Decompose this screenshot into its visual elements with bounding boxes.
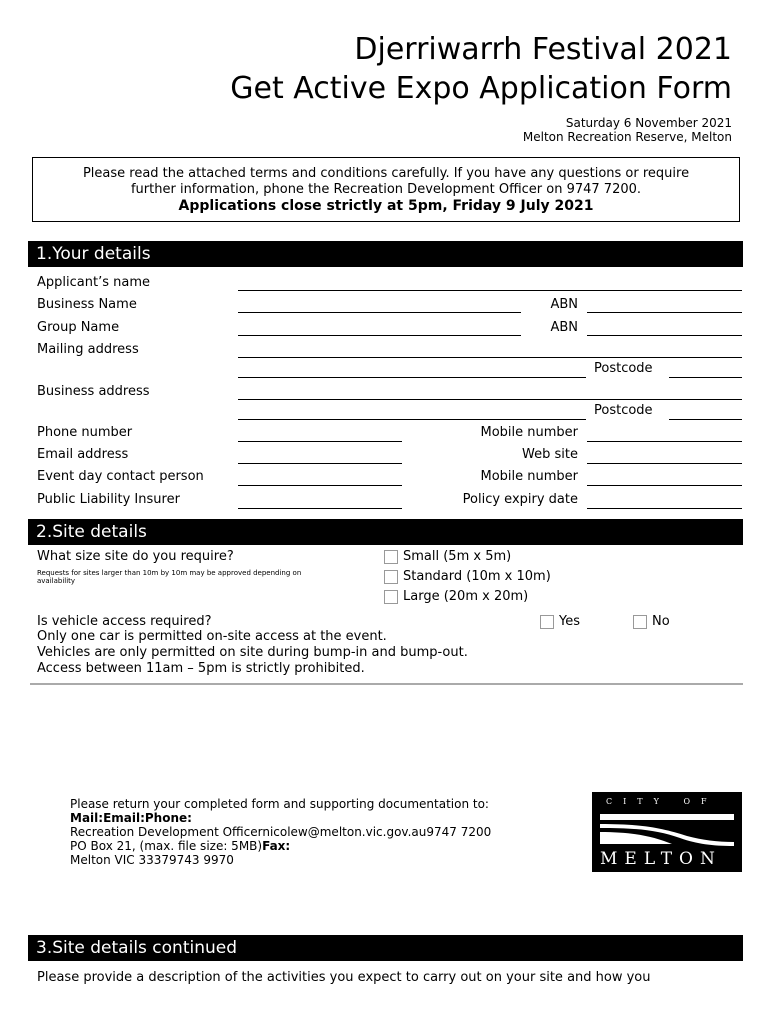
notice-deadline: Applications close strictly at 5pm, Friday 9 July 2021: [178, 198, 594, 214]
section2-header: 2.Site details: [28, 519, 743, 545]
notice-line1: Please read the attached terms and conditions carefully. If you have any questions or require: [82, 166, 690, 181]
business-abn-field[interactable]: [587, 312, 742, 313]
group-name-label: Group Name: [37, 320, 120, 335]
site-size-question: What size site do you require?: [37, 549, 234, 564]
mobile-number-field[interactable]: [587, 441, 742, 442]
pobox-text: PO Box 21, (max. file size: 5MB): [70, 839, 263, 853]
section1-header: 1.Your details: [28, 241, 743, 267]
event-mobile-field[interactable]: [587, 485, 742, 486]
vehicle-no-label: No: [652, 614, 670, 629]
logo-wave-graphic: [592, 808, 742, 848]
contact-methods-heading: Mail:Email:Phone:: [70, 811, 192, 825]
form-title-line1: Djerriwarrh Festival 2021: [354, 32, 732, 67]
phone-number-label: Phone number: [37, 425, 133, 440]
mobile-number-label-2: Mobile number: [480, 469, 578, 484]
fax-heading: Fax:: [262, 839, 291, 853]
vehicle-note-2: Vehicles are only permitted on site during bump-in and bump-out.: [37, 645, 468, 660]
event-contact-label: Event day contact person: [37, 469, 204, 484]
policy-expiry-label: Policy expiry date: [462, 492, 578, 507]
vehicle-yes-checkbox[interactable]: [540, 615, 554, 629]
business-address-label: Business address: [37, 384, 150, 399]
mobile-number-label: Mobile number: [480, 425, 578, 440]
insurer-field[interactable]: [238, 508, 402, 509]
section-divider: [30, 683, 743, 685]
large-site-checkbox[interactable]: [384, 590, 398, 604]
event-date: Saturday 6 November 2021: [565, 116, 732, 130]
business-address-field-2[interactable]: [238, 419, 586, 420]
logo-melton-text: MELTON: [600, 849, 722, 869]
business-postcode-field[interactable]: [669, 419, 742, 420]
event-contact-field[interactable]: [238, 485, 402, 486]
standard-site-label: Standard (10m x 10m): [403, 569, 551, 584]
postcode-label: Postcode: [594, 361, 653, 376]
notice-box: [32, 157, 740, 222]
vehicle-note-3: Access between 11am – 5pm is strictly prohibited.: [37, 661, 365, 676]
contact-line-suburb: Melton VIC 33379743 9970: [70, 853, 234, 867]
small-site-label: Small (5m x 5m): [403, 549, 512, 564]
web-site-field[interactable]: [587, 463, 742, 464]
section3-intro: Please provide a description of the activities you expect to carry out on your site and how you: [37, 970, 651, 985]
contact-line-pobox: [70, 839, 290, 853]
return-instructions: Please return your completed form and supporting documentation to:: [70, 797, 489, 811]
contact-line-officer: Recreation Development Officernicolew@melton.vic.gov.au9747 7200: [70, 825, 492, 839]
small-site-checkbox[interactable]: [384, 550, 398, 564]
city-of-melton-logo: [592, 792, 742, 872]
applicant-name-field[interactable]: [238, 290, 742, 291]
group-abn-field[interactable]: [587, 335, 742, 336]
mailing-postcode-field[interactable]: [669, 377, 742, 378]
vehicle-no-checkbox[interactable]: [633, 615, 647, 629]
insurer-label: Public Liability Insurer: [37, 492, 180, 507]
email-address-field[interactable]: [238, 463, 402, 464]
section3-header: 3.Site details continued: [28, 935, 743, 961]
postcode-label-2: Postcode: [594, 403, 653, 418]
logo-city-of-text: CITY OF: [606, 797, 718, 806]
site-size-note-line1: Requests for sites larger than 10m by 10m may be approved depending on: [37, 569, 302, 577]
vehicle-yes-label: Yes: [559, 614, 580, 629]
form-title-line2: Get Active Expo Application Form: [230, 71, 732, 106]
applicant-name-label: Applicant’s name: [37, 275, 150, 290]
business-name-field[interactable]: [238, 312, 521, 313]
vehicle-note-1: Only one car is permitted on-site access at the event.: [37, 629, 387, 644]
email-address-label: Email address: [37, 447, 129, 462]
abn-label: ABN: [550, 297, 578, 312]
large-site-label: Large (20m x 20m): [403, 589, 529, 604]
mailing-address-label: Mailing address: [37, 342, 139, 357]
business-address-field-1[interactable]: [238, 399, 742, 400]
group-name-field[interactable]: [238, 335, 521, 336]
abn-label-2: ABN: [550, 320, 578, 335]
notice-line2: further information, phone the Recreation Development Officer on 9747 7200.: [130, 182, 642, 197]
mailing-address-field-1[interactable]: [238, 357, 742, 358]
event-venue: Melton Recreation Reserve, Melton: [522, 130, 732, 144]
site-size-note-line2: availability: [37, 577, 76, 585]
policy-expiry-field[interactable]: [587, 508, 742, 509]
mailing-address-field-2[interactable]: [238, 377, 586, 378]
standard-site-checkbox[interactable]: [384, 570, 398, 584]
web-site-label: Web site: [522, 447, 578, 462]
vehicle-access-question: Is vehicle access required?: [37, 614, 212, 629]
phone-number-field[interactable]: [238, 441, 402, 442]
business-name-label: Business Name: [37, 297, 137, 312]
